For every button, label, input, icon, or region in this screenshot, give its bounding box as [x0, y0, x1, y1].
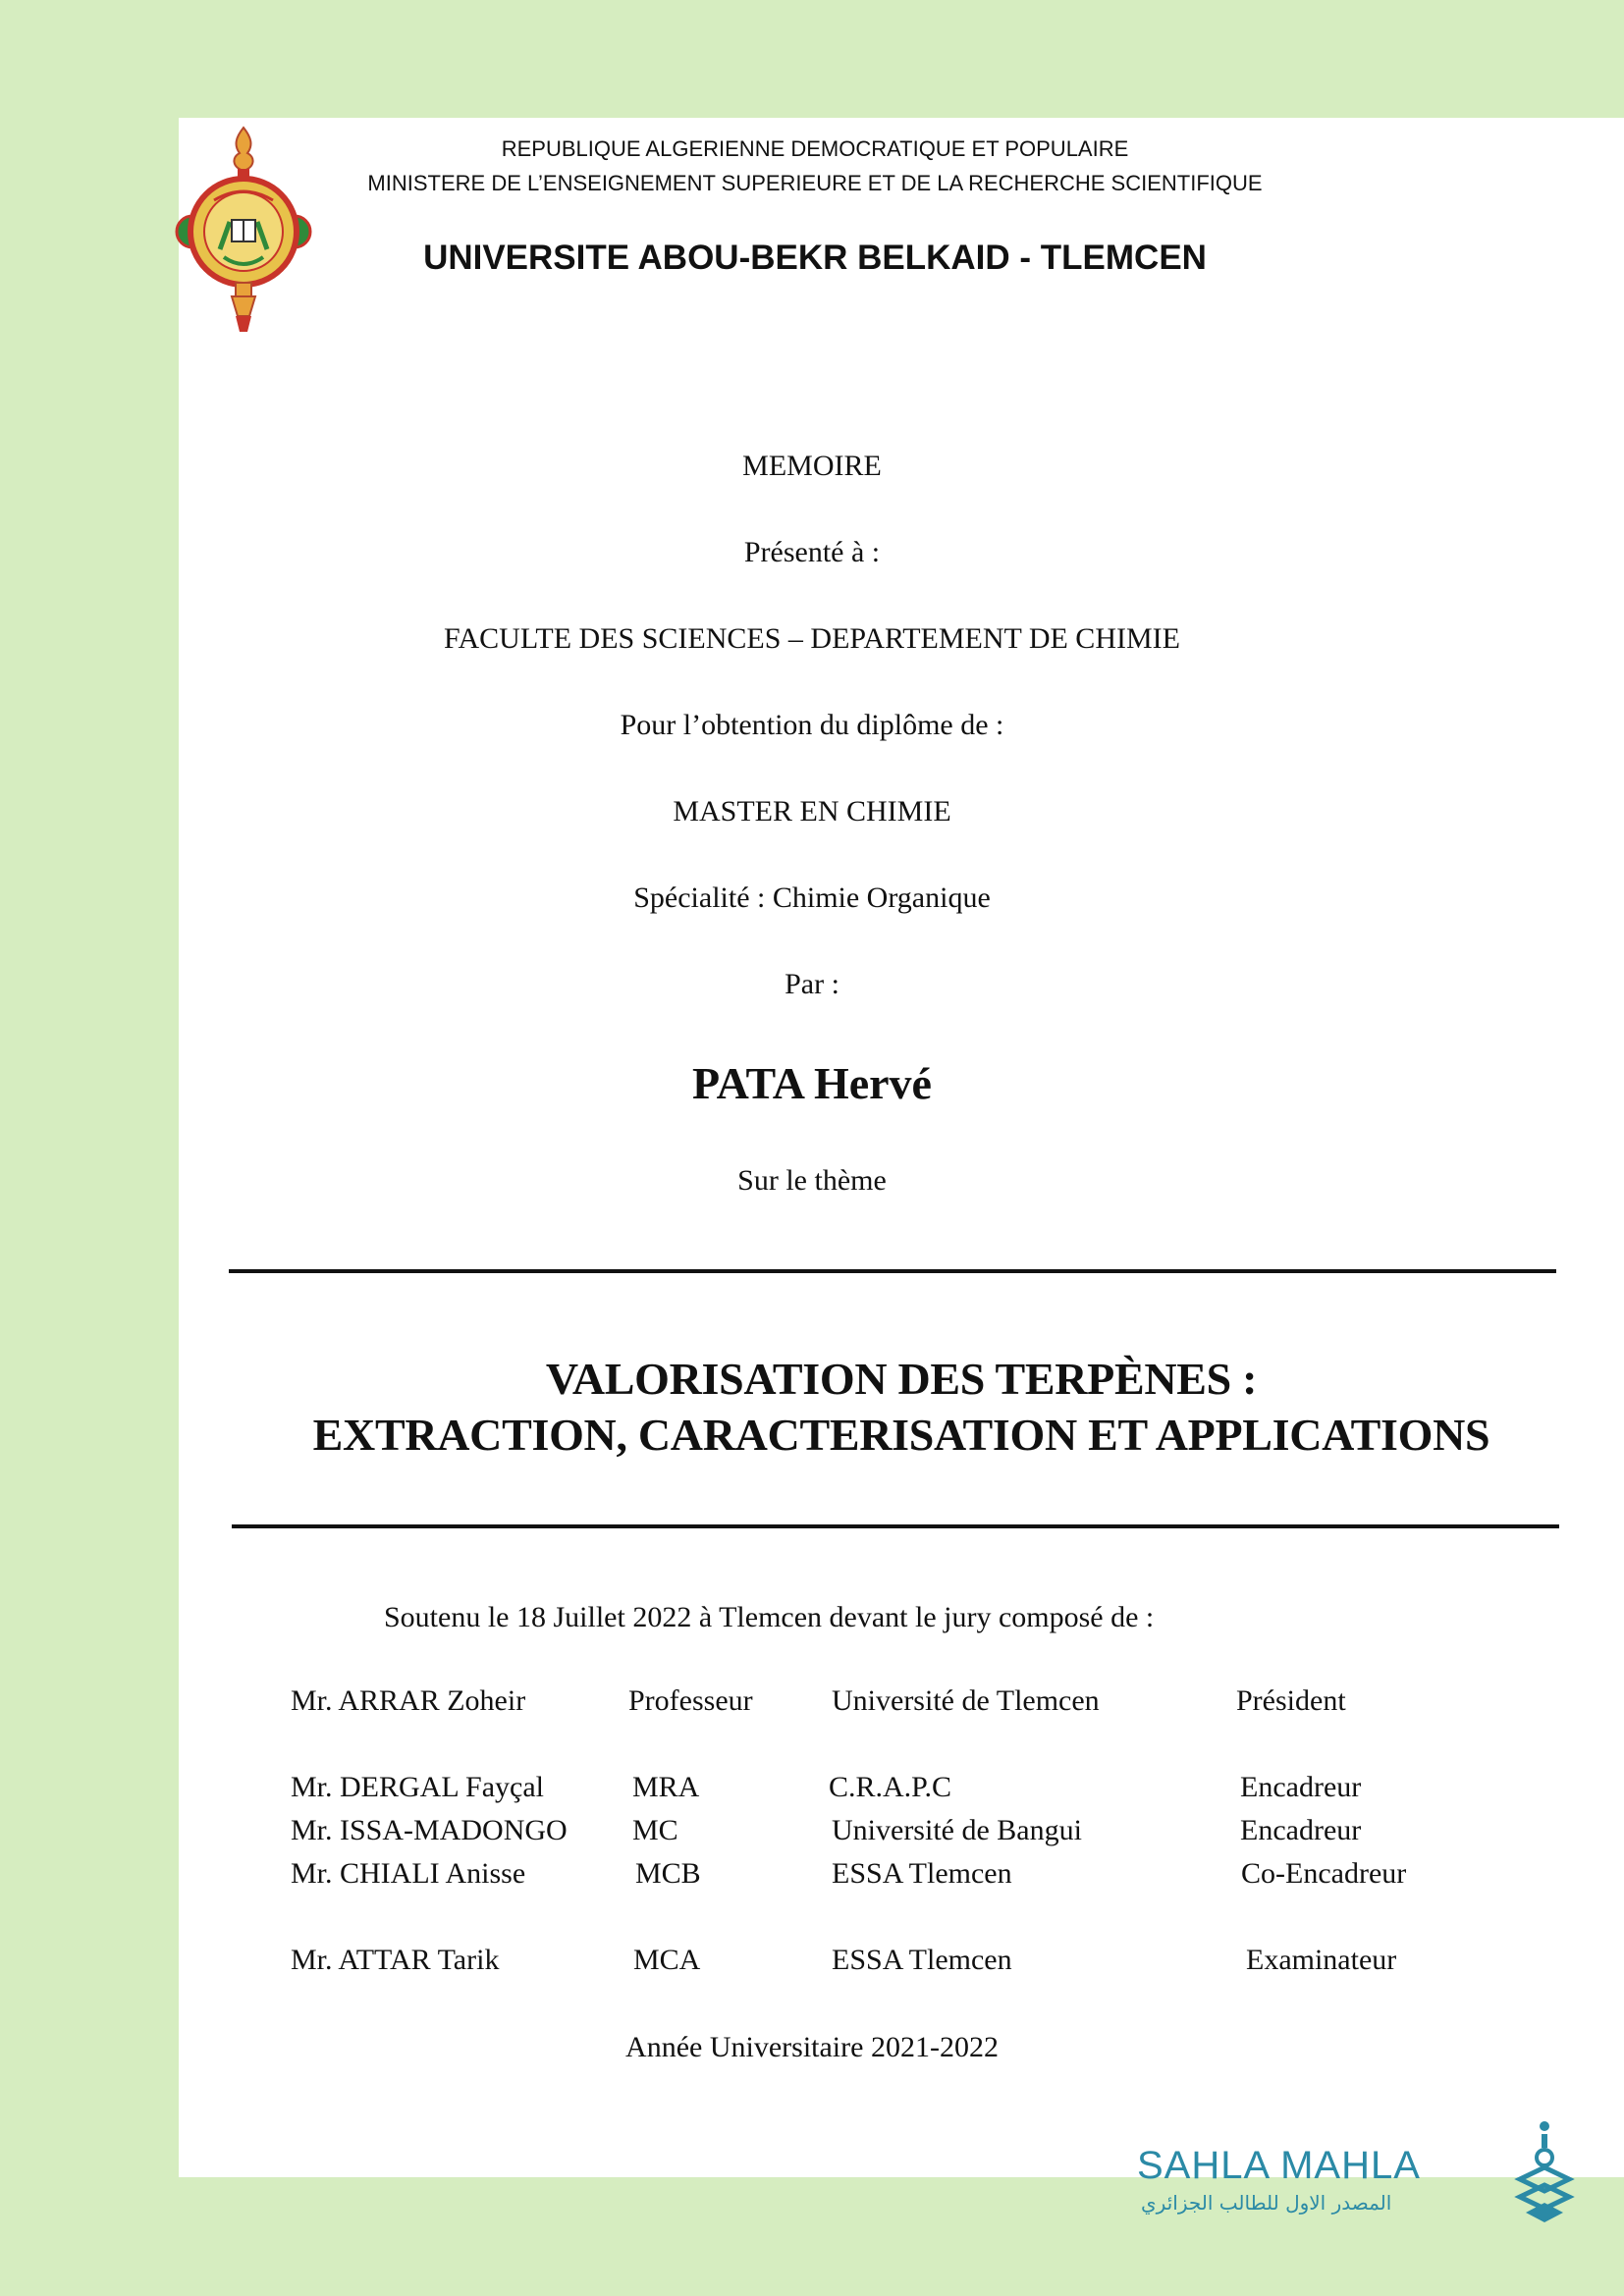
jury-name: Mr. ARRAR Zoheir [291, 1684, 526, 1717]
title-bottom-rule [232, 1524, 1559, 1528]
jury-name: Mr. CHIALI Anisse [291, 1857, 526, 1890]
jury-row [0, 1771, 1624, 1810]
doc-type: MEMOIRE [742, 450, 882, 482]
jury-institution: Université de Tlemcen [832, 1684, 1100, 1717]
jury-grade: MC [632, 1814, 678, 1846]
jury-name: Mr. ISSA-MADONGO [291, 1814, 568, 1846]
jury-role: Examinateur [1246, 1944, 1397, 1976]
thesis-title-line1: VALORISATION DES TERPÈNES : [545, 1354, 1258, 1404]
jury-grade: MCA [633, 1944, 701, 1976]
header-republic: REPUBLIQUE ALGERIENNE DEMOCRATIQUE ET POPULAIRE [501, 136, 1129, 161]
watermark-brand: SAHLA MAHLA [1137, 2144, 1421, 2187]
diploma: MASTER EN CHIMIE [673, 795, 951, 828]
jury-grade: MCB [635, 1857, 701, 1890]
decorative-top-band [179, 0, 1624, 118]
defense-statement: Soutenu le 18 Juillet 2022 à Tlemcen devant le jury composé de : [384, 1601, 1155, 1633]
jury-role: Encadreur [1240, 1771, 1362, 1803]
jury-name: Mr. ATTAR Tarik [291, 1944, 500, 1976]
jury-institution: ESSA Tlemcen [832, 1944, 1012, 1976]
jury-role: Encadreur [1240, 1814, 1362, 1846]
jury-role: Président [1236, 1684, 1346, 1717]
header-ministry: MINISTERE DE L’ENSEIGNEMENT SUPERIEURE ET DE LA RECHERCHE SCIENTIFIQUE [367, 171, 1263, 195]
jury-row [0, 1684, 1624, 1724]
sahla-mahla-logo-icon [1512, 2118, 1577, 2226]
academic-year: Année Universitaire 2021-2022 [625, 2031, 999, 2063]
theme-intro: Sur le thème [737, 1164, 887, 1197]
sahla-mahla-watermark [1137, 2118, 1579, 2236]
specialty: Spécialité : Chimie Organique [633, 881, 991, 914]
jury-role: Co-Encadreur [1241, 1857, 1407, 1890]
author-name: PATA Hervé [692, 1058, 932, 1108]
university-emblem-icon [175, 124, 312, 336]
faculty: FACULTE DES SCIENCES – DEPARTEMENT DE CHIMIE [444, 622, 1180, 655]
title-top-rule [229, 1269, 1556, 1273]
jury-name: Mr. DERGAL Fayçal [291, 1771, 545, 1803]
by-label: Par : [785, 968, 839, 1000]
jury-grade: Professeur [628, 1684, 753, 1717]
jury-institution: Université de Bangui [832, 1814, 1082, 1846]
thesis-title-line2: EXTRACTION, CARACTERISATION ET APPLICATIONS [312, 1410, 1490, 1460]
jury-row [0, 1814, 1624, 1853]
jury-institution: C.R.A.P.C [829, 1771, 952, 1803]
jury-row [0, 1944, 1624, 1983]
jury-institution: ESSA Tlemcen [832, 1857, 1012, 1890]
jury-grade: MRA [632, 1771, 700, 1803]
diploma-intro: Pour l’obtention du diplôme de : [620, 709, 1004, 741]
university-name: UNIVERSITE ABOU-BEKR BELKAID - TLEMCEN [423, 239, 1207, 277]
watermark-tagline: المصدر الاول للطالب الجزائري [1141, 2191, 1392, 2215]
jury-row [0, 1857, 1624, 1896]
presented-to: Présenté à : [743, 536, 881, 568]
